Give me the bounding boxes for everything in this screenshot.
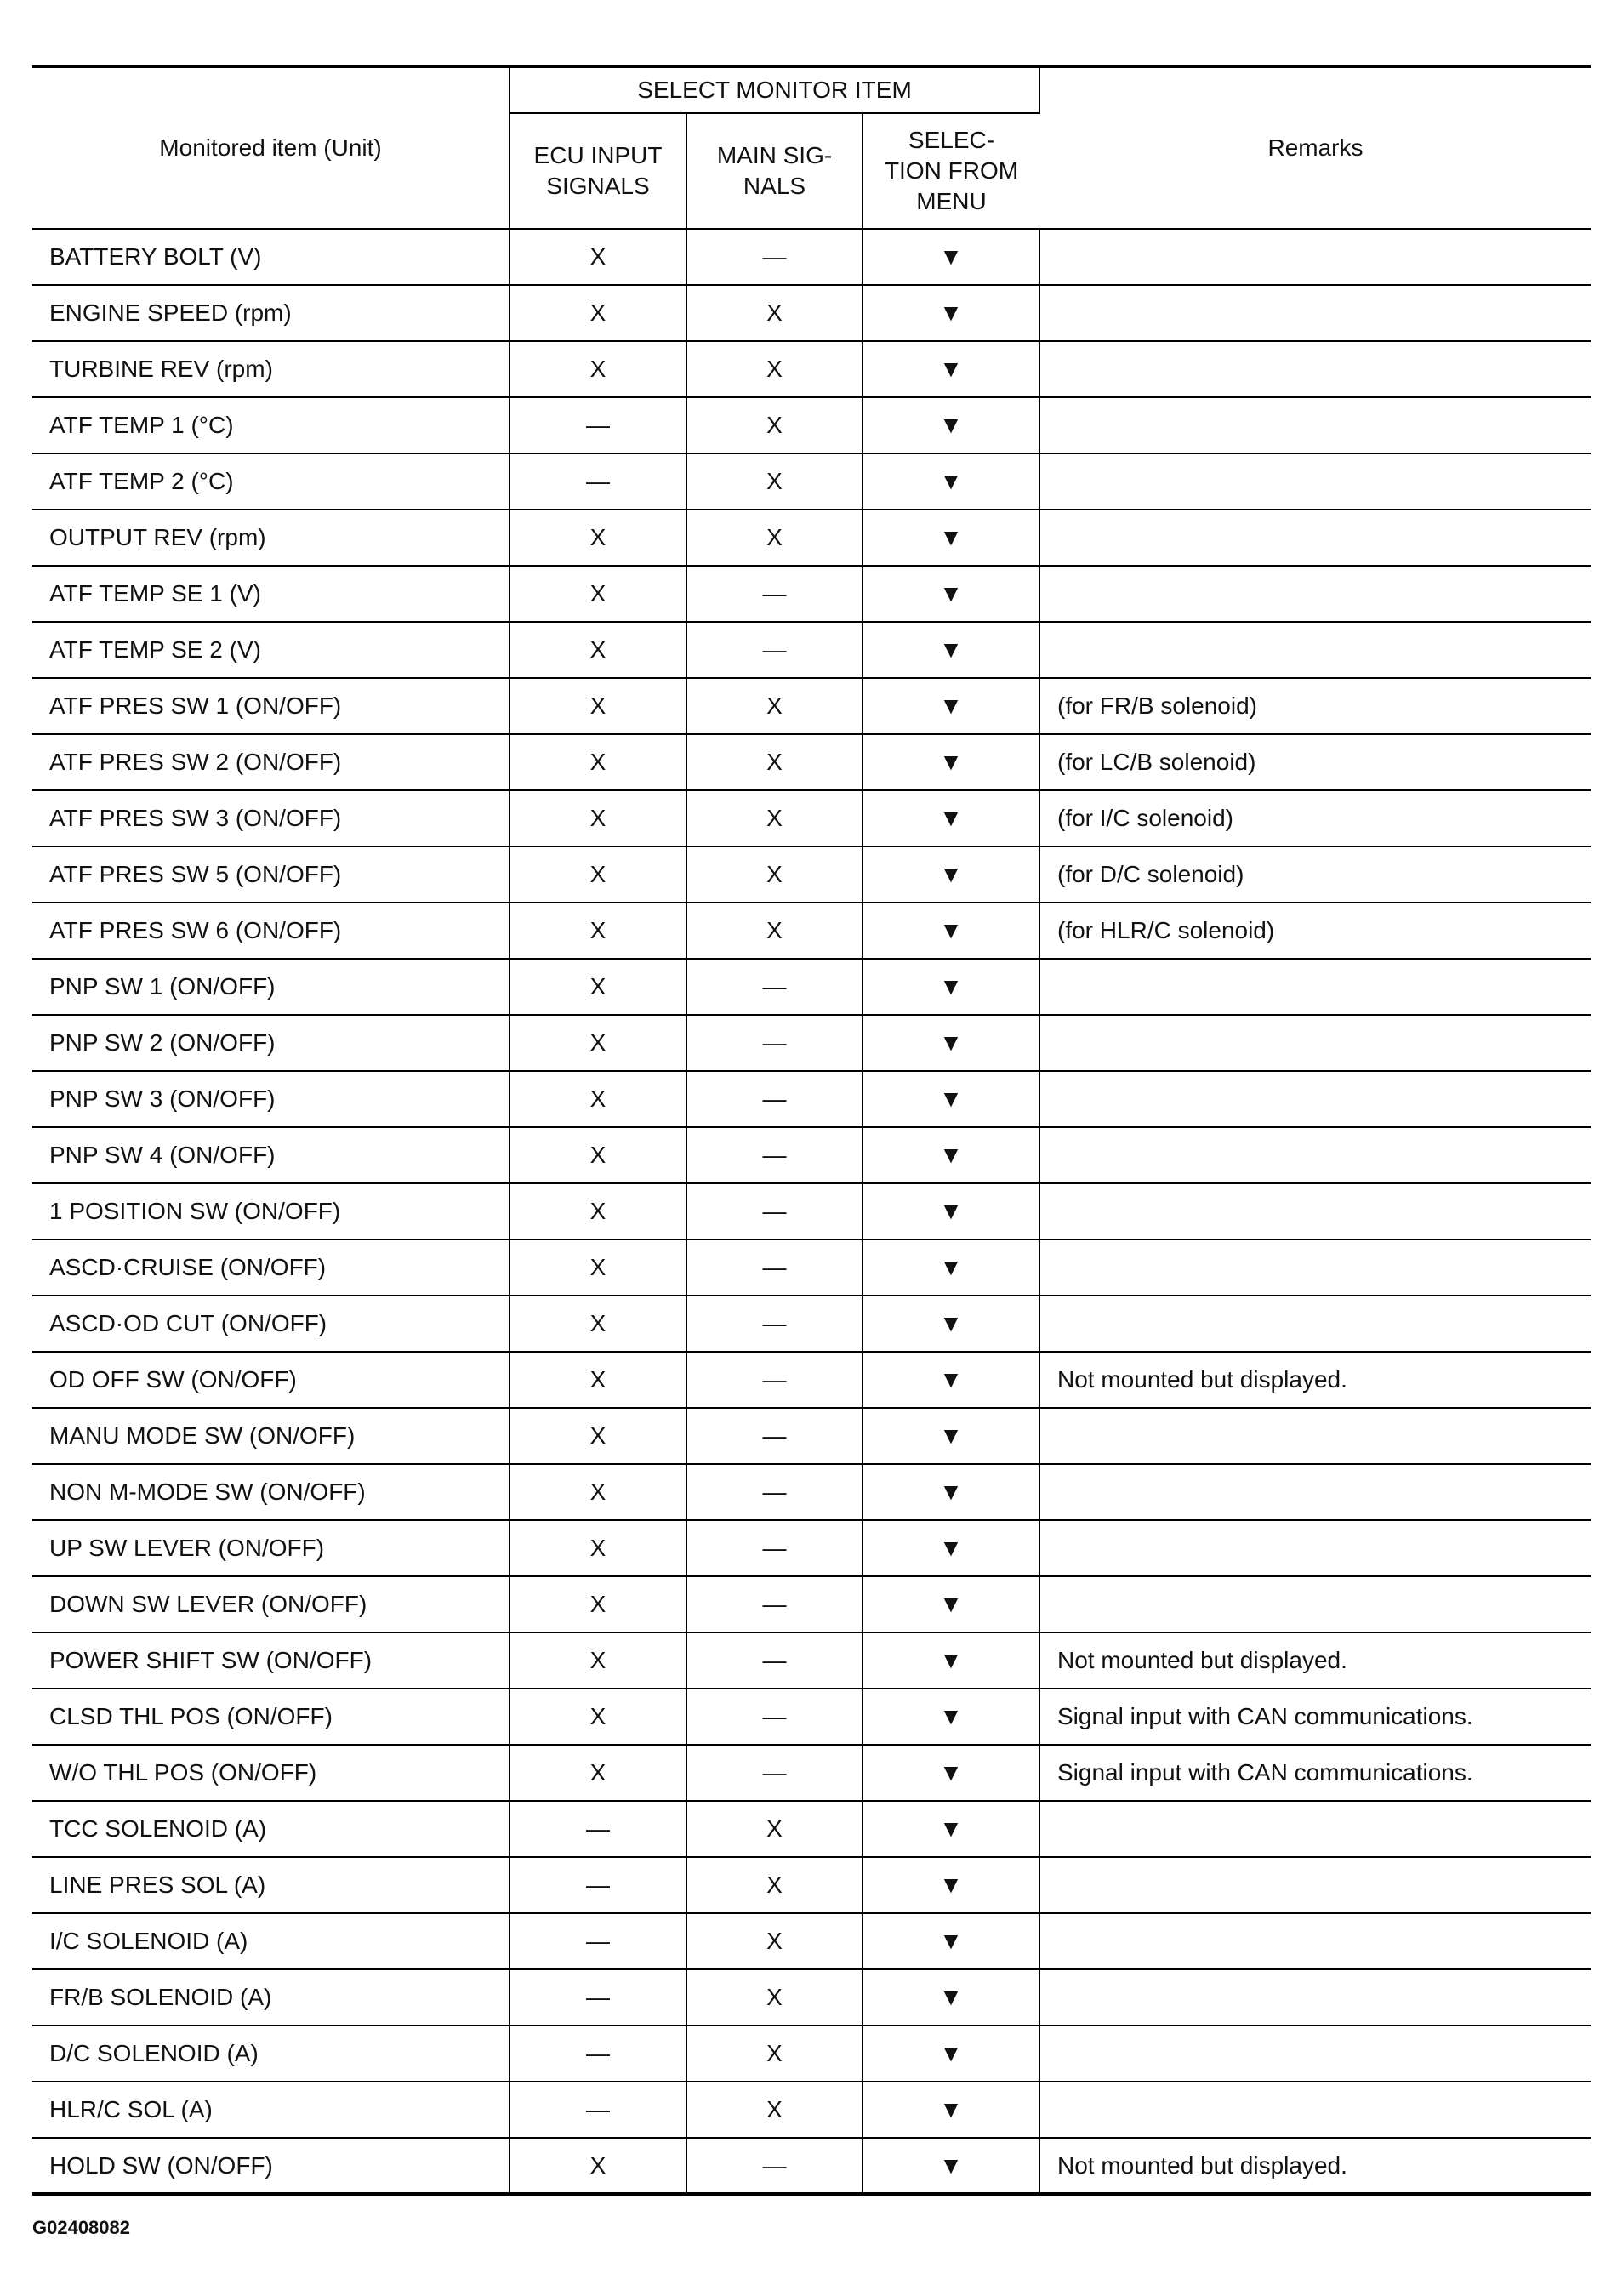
header-ecu-input-signals: ECU INPUT SIGNALS: [510, 113, 686, 229]
remarks-cell: (for LC/B solenoid): [1039, 734, 1591, 790]
ecu-input-cell: X: [510, 1745, 686, 1801]
selection-menu-cell: ▼: [863, 678, 1039, 734]
item-cell: UP SW LEVER (ON/OFF): [32, 1520, 510, 1576]
main-signals-cell: X: [686, 510, 863, 566]
table-row: [32, 2138, 1591, 2194]
remarks-cell: Not mounted but displayed.: [1039, 2138, 1591, 2194]
table-row: [32, 397, 1591, 453]
selection-menu-cell: ▼: [863, 1127, 1039, 1183]
selection-menu-cell: ▼: [863, 566, 1039, 622]
ecu-input-cell: X: [510, 622, 686, 678]
item-cell: OUTPUT REV (rpm): [32, 510, 510, 566]
ecu-input-cell: —: [510, 2082, 686, 2138]
remarks-cell: [1039, 1183, 1591, 1239]
table-row: [32, 1969, 1591, 2025]
selection-menu-cell: ▼: [863, 1464, 1039, 1520]
selection-menu-cell: ▼: [863, 959, 1039, 1015]
selection-menu-cell: ▼: [863, 341, 1039, 397]
table-row: [32, 341, 1591, 397]
main-signals-cell: X: [686, 1857, 863, 1913]
remarks-cell: [1039, 1464, 1591, 1520]
header-selection-from-menu: SELEC- TION FROM MENU: [863, 113, 1039, 229]
ecu-input-cell: X: [510, 1632, 686, 1689]
main-signals-cell: —: [686, 1520, 863, 1576]
item-cell: PNP SW 3 (ON/OFF): [32, 1071, 510, 1127]
main-signals-cell: —: [686, 1745, 863, 1801]
selection-menu-cell: ▼: [863, 1408, 1039, 1464]
selection-menu-cell: ▼: [863, 2082, 1039, 2138]
remarks-cell: [1039, 285, 1591, 341]
item-cell: ATF PRES SW 3 (ON/OFF): [32, 790, 510, 846]
main-signals-cell: —: [686, 1127, 863, 1183]
selection-menu-cell: ▼: [863, 622, 1039, 678]
remarks-cell: [1039, 1913, 1591, 1969]
remarks-cell: [1039, 2082, 1591, 2138]
main-signals-cell: X: [686, 453, 863, 510]
main-signals-cell: —: [686, 959, 863, 1015]
table-row: [32, 2025, 1591, 2082]
item-cell: ATF PRES SW 1 (ON/OFF): [32, 678, 510, 734]
ecu-input-cell: X: [510, 678, 686, 734]
ecu-input-cell: X: [510, 1239, 686, 1296]
main-signals-cell: X: [686, 790, 863, 846]
remarks-cell: [1039, 1071, 1591, 1127]
main-signals-cell: X: [686, 2025, 863, 2082]
table-row: [32, 1015, 1591, 1071]
ecu-input-cell: —: [510, 397, 686, 453]
item-cell: ATF TEMP 2 (°C): [32, 453, 510, 510]
item-cell: TURBINE REV (rpm): [32, 341, 510, 397]
item-cell: W/O THL POS (ON/OFF): [32, 1745, 510, 1801]
main-signals-cell: —: [686, 229, 863, 285]
item-cell: HLR/C SOL (A): [32, 2082, 510, 2138]
table-row: [32, 1239, 1591, 1296]
remarks-cell: Not mounted but displayed.: [1039, 1352, 1591, 1408]
remarks-cell: [1039, 1239, 1591, 1296]
main-signals-cell: X: [686, 1801, 863, 1857]
table-row: [32, 1296, 1591, 1352]
header-monitored-item: Monitored item (Unit): [32, 66, 510, 229]
table-row: [32, 1913, 1591, 1969]
selection-menu-cell: ▼: [863, 229, 1039, 285]
main-signals-cell: —: [686, 1352, 863, 1408]
selection-menu-cell: ▼: [863, 2138, 1039, 2194]
main-signals-cell: X: [686, 903, 863, 959]
table-row: [32, 453, 1591, 510]
selection-menu-cell: ▼: [863, 1296, 1039, 1352]
table-row: [32, 1520, 1591, 1576]
table-row: [32, 510, 1591, 566]
item-cell: ATF PRES SW 2 (ON/OFF): [32, 734, 510, 790]
main-signals-cell: —: [686, 2138, 863, 2194]
selection-menu-cell: ▼: [863, 790, 1039, 846]
item-cell: NON M-MODE SW (ON/OFF): [32, 1464, 510, 1520]
item-cell: ATF TEMP SE 2 (V): [32, 622, 510, 678]
main-signals-cell: —: [686, 1576, 863, 1632]
remarks-cell: [1039, 453, 1591, 510]
table-row: [32, 1857, 1591, 1913]
selection-menu-cell: ▼: [863, 1969, 1039, 2025]
table-row: [32, 1632, 1591, 1689]
table-row: [32, 1689, 1591, 1745]
selection-menu-cell: ▼: [863, 846, 1039, 903]
main-signals-cell: —: [686, 1071, 863, 1127]
table-row: [32, 1183, 1591, 1239]
table-row: [32, 1801, 1591, 1857]
main-signals-cell: X: [686, 2082, 863, 2138]
table-row: [32, 622, 1591, 678]
item-cell: CLSD THL POS (ON/OFF): [32, 1689, 510, 1745]
item-cell: DOWN SW LEVER (ON/OFF): [32, 1576, 510, 1632]
ecu-input-cell: —: [510, 1969, 686, 2025]
table-row: [32, 1576, 1591, 1632]
ecu-input-cell: X: [510, 1352, 686, 1408]
ecu-input-cell: X: [510, 1576, 686, 1632]
table-row: [32, 903, 1591, 959]
table-body: [32, 229, 1591, 2194]
ecu-input-cell: X: [510, 1127, 686, 1183]
main-signals-cell: —: [686, 1464, 863, 1520]
remarks-cell: [1039, 229, 1591, 285]
remarks-cell: [1039, 2025, 1591, 2082]
item-cell: FR/B SOLENOID (A): [32, 1969, 510, 2025]
remarks-cell: Signal input with CAN communications.: [1039, 1689, 1591, 1745]
item-cell: MANU MODE SW (ON/OFF): [32, 1408, 510, 1464]
item-cell: ATF PRES SW 5 (ON/OFF): [32, 846, 510, 903]
item-cell: TCC SOLENOID (A): [32, 1801, 510, 1857]
item-cell: PNP SW 4 (ON/OFF): [32, 1127, 510, 1183]
remarks-cell: [1039, 622, 1591, 678]
table-row: [32, 2082, 1591, 2138]
ecu-input-cell: X: [510, 903, 686, 959]
item-cell: HOLD SW (ON/OFF): [32, 2138, 510, 2194]
main-signals-cell: —: [686, 1632, 863, 1689]
remarks-cell: (for FR/B solenoid): [1039, 678, 1591, 734]
table-row: [32, 1408, 1591, 1464]
remarks-cell: (for I/C solenoid): [1039, 790, 1591, 846]
item-cell: PNP SW 1 (ON/OFF): [32, 959, 510, 1015]
selection-menu-cell: ▼: [863, 903, 1039, 959]
item-cell: ASCD·OD CUT (ON/OFF): [32, 1296, 510, 1352]
header-remarks: Remarks: [1039, 66, 1591, 229]
main-signals-cell: X: [686, 678, 863, 734]
selection-menu-cell: ▼: [863, 1520, 1039, 1576]
selection-menu-cell: ▼: [863, 2025, 1039, 2082]
selection-menu-cell: ▼: [863, 1632, 1039, 1689]
selection-menu-cell: ▼: [863, 734, 1039, 790]
remarks-cell: [1039, 510, 1591, 566]
ecu-input-cell: —: [510, 453, 686, 510]
ecu-input-cell: X: [510, 1408, 686, 1464]
header-main-signals: MAIN SIG- NALS: [686, 113, 863, 229]
header-row-group: [32, 66, 1591, 113]
ecu-input-cell: X: [510, 1183, 686, 1239]
table-row: [32, 959, 1591, 1015]
remarks-cell: [1039, 959, 1591, 1015]
ecu-input-cell: X: [510, 566, 686, 622]
remarks-cell: [1039, 1801, 1591, 1857]
remarks-cell: [1039, 566, 1591, 622]
selection-menu-cell: ▼: [863, 1352, 1039, 1408]
item-cell: BATTERY BOLT (V): [32, 229, 510, 285]
item-cell: LINE PRES SOL (A): [32, 1857, 510, 1913]
main-signals-cell: —: [686, 1296, 863, 1352]
item-cell: ATF PRES SW 6 (ON/OFF): [32, 903, 510, 959]
ecu-input-cell: X: [510, 229, 686, 285]
table-row: [32, 285, 1591, 341]
main-signals-cell: X: [686, 397, 863, 453]
main-signals-cell: X: [686, 1969, 863, 2025]
remarks-cell: [1039, 397, 1591, 453]
selection-menu-cell: ▼: [863, 1745, 1039, 1801]
ecu-input-cell: X: [510, 510, 686, 566]
item-cell: 1 POSITION SW (ON/OFF): [32, 1183, 510, 1239]
remarks-cell: [1039, 1127, 1591, 1183]
main-signals-cell: X: [686, 1913, 863, 1969]
remarks-cell: Not mounted but displayed.: [1039, 1632, 1591, 1689]
ecu-input-cell: X: [510, 790, 686, 846]
item-cell: ENGINE SPEED (rpm): [32, 285, 510, 341]
table-row: [32, 566, 1591, 622]
main-signals-cell: —: [686, 1183, 863, 1239]
ecu-input-cell: X: [510, 2138, 686, 2194]
ecu-input-cell: X: [510, 1015, 686, 1071]
ecu-input-cell: —: [510, 1857, 686, 1913]
ecu-input-cell: X: [510, 959, 686, 1015]
item-cell: POWER SHIFT SW (ON/OFF): [32, 1632, 510, 1689]
selection-menu-cell: ▼: [863, 1913, 1039, 1969]
main-signals-cell: —: [686, 622, 863, 678]
main-signals-cell: X: [686, 285, 863, 341]
ecu-input-cell: X: [510, 341, 686, 397]
item-cell: OD OFF SW (ON/OFF): [32, 1352, 510, 1408]
ecu-input-cell: —: [510, 1913, 686, 1969]
ecu-input-cell: X: [510, 1464, 686, 1520]
selection-menu-cell: ▼: [863, 1689, 1039, 1745]
remarks-cell: (for D/C solenoid): [1039, 846, 1591, 903]
selection-menu-cell: ▼: [863, 285, 1039, 341]
remarks-cell: [1039, 341, 1591, 397]
table-row: [32, 229, 1591, 285]
main-signals-cell: X: [686, 341, 863, 397]
main-signals-cell: —: [686, 1408, 863, 1464]
item-cell: PNP SW 2 (ON/OFF): [32, 1015, 510, 1071]
main-signals-cell: —: [686, 1015, 863, 1071]
selection-menu-cell: ▼: [863, 1071, 1039, 1127]
monitor-item-table: [32, 65, 1591, 2196]
remarks-cell: [1039, 1969, 1591, 2025]
table-row: [32, 1464, 1591, 1520]
figure-code: G02408082: [32, 2217, 130, 2238]
item-cell: ASCD·CRUISE (ON/OFF): [32, 1239, 510, 1296]
remarks-cell: (for HLR/C solenoid): [1039, 903, 1591, 959]
main-signals-cell: X: [686, 846, 863, 903]
selection-menu-cell: ▼: [863, 397, 1039, 453]
ecu-input-cell: —: [510, 1801, 686, 1857]
selection-menu-cell: ▼: [863, 1015, 1039, 1071]
ecu-input-cell: —: [510, 2025, 686, 2082]
ecu-input-cell: X: [510, 1520, 686, 1576]
remarks-cell: [1039, 1015, 1591, 1071]
main-signals-cell: —: [686, 1689, 863, 1745]
header-select-monitor-item: SELECT MONITOR ITEM: [510, 66, 1039, 113]
ecu-input-cell: X: [510, 285, 686, 341]
ecu-input-cell: X: [510, 846, 686, 903]
item-cell: ATF TEMP 1 (°C): [32, 397, 510, 453]
table-row: [32, 846, 1591, 903]
table-row: [32, 678, 1591, 734]
item-cell: D/C SOLENOID (A): [32, 2025, 510, 2082]
table-row: [32, 790, 1591, 846]
item-cell: ATF TEMP SE 1 (V): [32, 566, 510, 622]
table-row: [32, 1127, 1591, 1183]
remarks-cell: [1039, 1408, 1591, 1464]
selection-menu-cell: ▼: [863, 510, 1039, 566]
remarks-cell: [1039, 1576, 1591, 1632]
table-row: [32, 734, 1591, 790]
selection-menu-cell: ▼: [863, 1801, 1039, 1857]
remarks-cell: [1039, 1520, 1591, 1576]
table-header: [32, 66, 1591, 229]
ecu-input-cell: X: [510, 1689, 686, 1745]
selection-menu-cell: ▼: [863, 1576, 1039, 1632]
selection-menu-cell: ▼: [863, 453, 1039, 510]
main-signals-cell: —: [686, 1239, 863, 1296]
table-row: [32, 1745, 1591, 1801]
item-cell: I/C SOLENOID (A): [32, 1913, 510, 1969]
selection-menu-cell: ▼: [863, 1239, 1039, 1296]
remarks-cell: Signal input with CAN communications.: [1039, 1745, 1591, 1801]
remarks-cell: [1039, 1857, 1591, 1913]
main-signals-cell: —: [686, 566, 863, 622]
table-row: [32, 1352, 1591, 1408]
ecu-input-cell: X: [510, 1071, 686, 1127]
selection-menu-cell: ▼: [863, 1857, 1039, 1913]
main-signals-cell: X: [686, 734, 863, 790]
ecu-input-cell: X: [510, 1296, 686, 1352]
selection-menu-cell: ▼: [863, 1183, 1039, 1239]
table-row: [32, 1071, 1591, 1127]
ecu-input-cell: X: [510, 734, 686, 790]
remarks-cell: [1039, 1296, 1591, 1352]
